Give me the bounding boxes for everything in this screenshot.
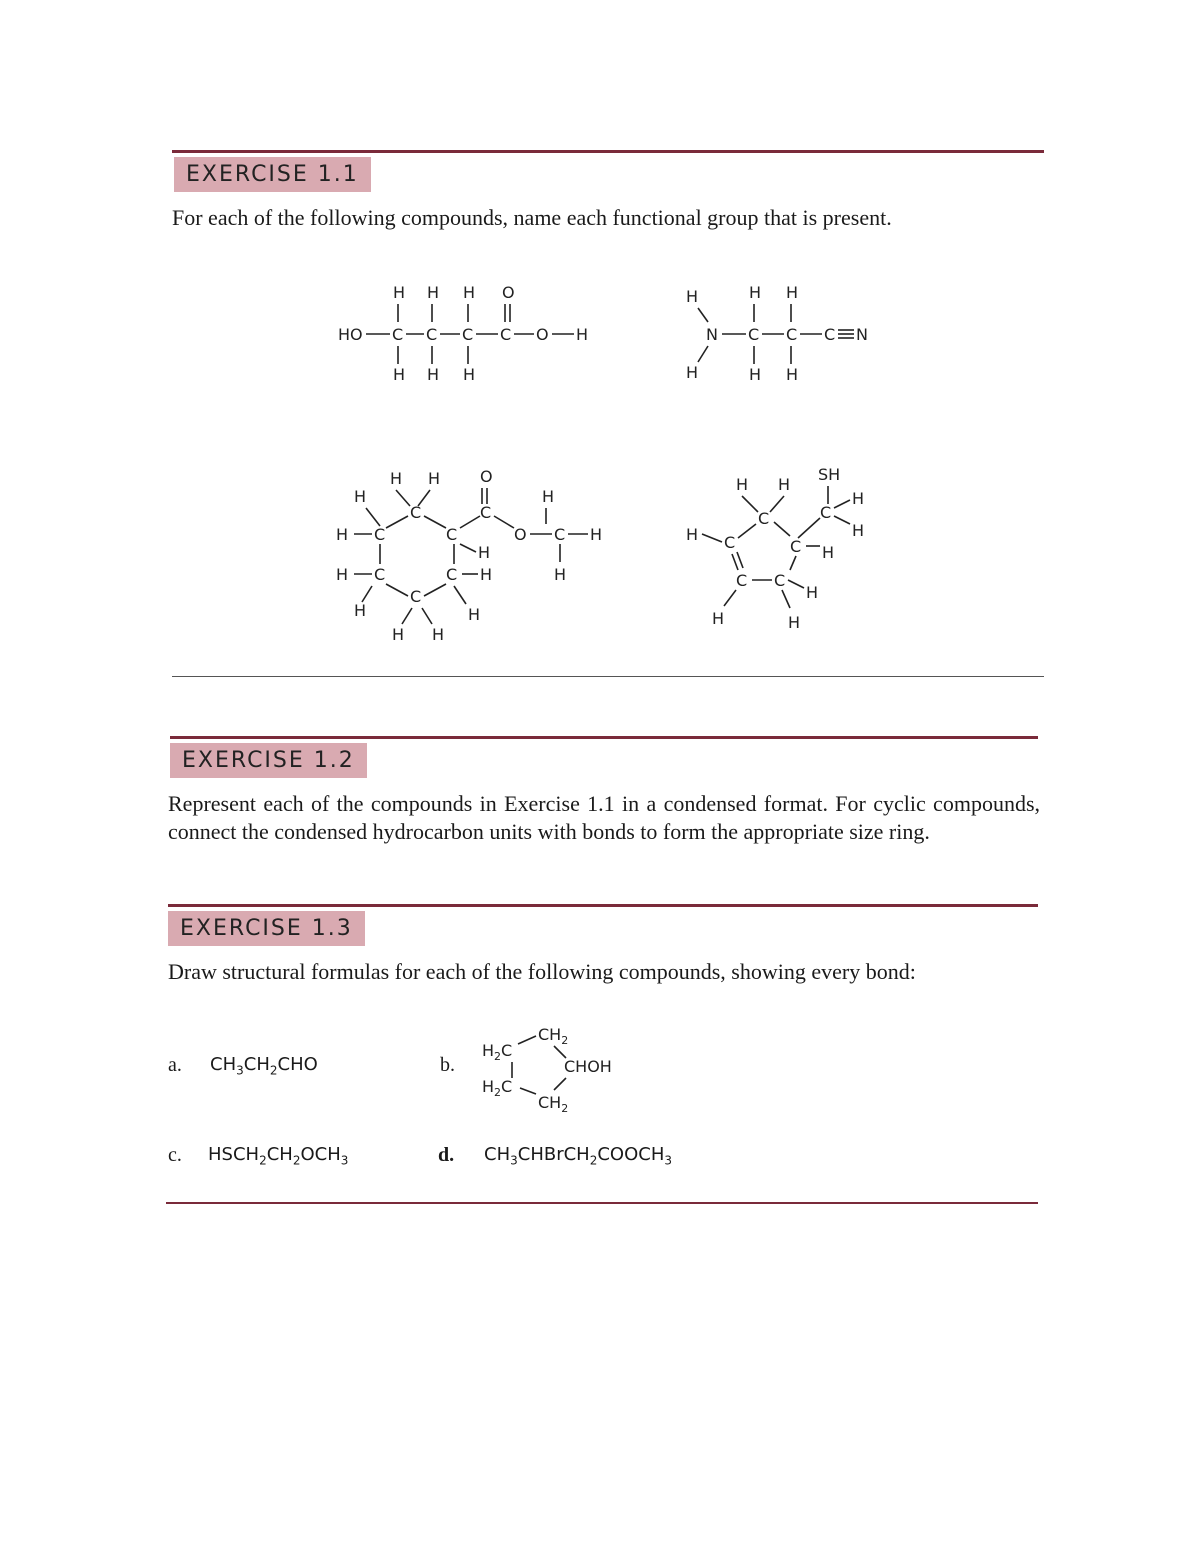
item-d-formula: $CH_3CHBrCH_2COOCH_3$ — [484, 1144, 673, 1168]
svg-text:C: C — [820, 503, 832, 522]
svg-text:H: H — [712, 609, 725, 628]
svg-text:H: H — [393, 283, 406, 302]
svg-text:C: C — [426, 325, 438, 344]
svg-text:O: O — [480, 467, 493, 486]
item-b-letter: b. — [440, 1054, 455, 1076]
svg-text:H: H — [463, 283, 476, 302]
svg-text:C: C — [786, 325, 798, 344]
svg-text:H: H — [480, 565, 493, 584]
svg-text:C: C — [500, 325, 512, 344]
svg-text:C: C — [410, 587, 422, 606]
svg-text:C: C — [480, 503, 492, 522]
svg-text:H: H — [788, 613, 801, 632]
svg-text:H: H — [468, 605, 481, 624]
structure-aminonitrile — [676, 278, 896, 388]
svg-text:H: H — [786, 283, 799, 302]
svg-text:H: H — [554, 565, 567, 584]
structure-cyclohexyl-ester — [330, 460, 620, 650]
exercise-1-2-rule — [170, 736, 1038, 739]
svg-text:SH: SH — [818, 465, 841, 484]
svg-text:H: H — [542, 487, 555, 506]
svg-text:O: O — [514, 525, 527, 544]
svg-text:C: C — [554, 525, 566, 544]
svg-text:H: H — [478, 543, 491, 562]
svg-text:H: H — [428, 469, 441, 488]
svg-text:H: H — [427, 283, 440, 302]
structure-cyclopentene-thiol — [680, 460, 880, 640]
svg-text:CHOH: CHOH — [564, 1057, 612, 1076]
svg-text:C: C — [790, 537, 802, 556]
svg-text:H: H — [354, 601, 367, 620]
svg-text:H: H — [736, 475, 749, 494]
structure-hydroxy-acid — [330, 278, 620, 388]
svg-text:H: H — [576, 325, 589, 344]
svg-text:H: H — [778, 475, 791, 494]
svg-text:C: C — [724, 533, 736, 552]
svg-text:N: N — [706, 325, 718, 344]
svg-text:H: H — [686, 287, 699, 306]
svg-text:H: H — [393, 365, 406, 384]
item-a-letter: a. — [168, 1054, 182, 1076]
svg-text:H: H — [463, 365, 476, 384]
exercise-1-1-rule — [172, 150, 1044, 153]
item-a-formula: $CH_3CH_2CHO$ — [210, 1054, 318, 1078]
exercise-1-1-bottom-rule — [172, 676, 1044, 677]
svg-text:H2C: $H_2C$ — [482, 1077, 513, 1099]
svg-text:H: H — [686, 363, 699, 382]
svg-text:H2C: $H_2C$ — [482, 1041, 513, 1063]
svg-text:C: C — [446, 525, 458, 544]
svg-text:C: C — [748, 325, 760, 344]
svg-text:H: H — [336, 525, 349, 544]
exercise-1-3-prompt: Draw structural formulas for each of the following compounds, showing every bond: — [168, 959, 916, 984]
svg-text:O: O — [536, 325, 549, 344]
svg-text:C: C — [736, 571, 748, 590]
svg-text:C: C — [758, 509, 770, 528]
svg-text:C: C — [392, 325, 404, 344]
svg-text:C: C — [374, 525, 386, 544]
exercise-1-3-bottom-rule — [166, 1202, 1038, 1204]
item-c-letter: c. — [168, 1144, 182, 1166]
svg-text:H: H — [432, 625, 445, 644]
svg-text:H: H — [852, 489, 865, 508]
svg-text:O: O — [502, 283, 515, 302]
structure-cyclopentanol — [478, 1020, 648, 1116]
svg-text:C: C — [462, 325, 474, 344]
svg-text:C: C — [374, 565, 386, 584]
svg-text:H: H — [354, 487, 367, 506]
svg-text:HO: HO — [338, 325, 363, 344]
svg-text:C: C — [824, 325, 836, 344]
svg-text:H: H — [427, 365, 440, 384]
svg-text:H: H — [686, 525, 699, 544]
exercise-1-3-label: EXERCISE 1.3 — [168, 911, 365, 946]
svg-text:C: C — [410, 503, 422, 522]
svg-text:H: H — [390, 469, 403, 488]
svg-text:H: H — [749, 283, 762, 302]
svg-text:H: H — [749, 365, 762, 384]
svg-text:H: H — [786, 365, 799, 384]
exercise-1-1-label: EXERCISE 1.1 — [174, 157, 371, 192]
svg-text:H: H — [336, 565, 349, 584]
svg-text:H: H — [590, 525, 603, 544]
exercise-1-2-label: EXERCISE 1.2 — [170, 743, 367, 778]
exercise-1-3-rule — [168, 904, 1038, 907]
svg-text:CH2: $CH_2$ — [538, 1093, 569, 1115]
exercise-1-2-prompt: Represent each of the compounds in Exercise 1.1 in a condensed format. For cyclic compounds, connect the condensed hydrocarbon units with bonds to form the appropriate size ring. — [168, 791, 1040, 844]
item-d-letter: d. — [438, 1144, 455, 1166]
svg-text:H: H — [822, 543, 835, 562]
svg-text:H: H — [392, 625, 405, 644]
svg-text:H: H — [806, 583, 819, 602]
item-c-formula: $HSCH_2CH_2OCH_3$ — [208, 1144, 349, 1168]
svg-text:H: H — [852, 521, 865, 540]
exercise-1-1-prompt: For each of the following compounds, name each functional group that is present. — [172, 205, 892, 230]
svg-text:CH2: $CH_2$ — [538, 1025, 569, 1047]
svg-text:C: C — [446, 565, 458, 584]
svg-text:N: N — [856, 325, 868, 344]
svg-text:C: C — [774, 571, 786, 590]
